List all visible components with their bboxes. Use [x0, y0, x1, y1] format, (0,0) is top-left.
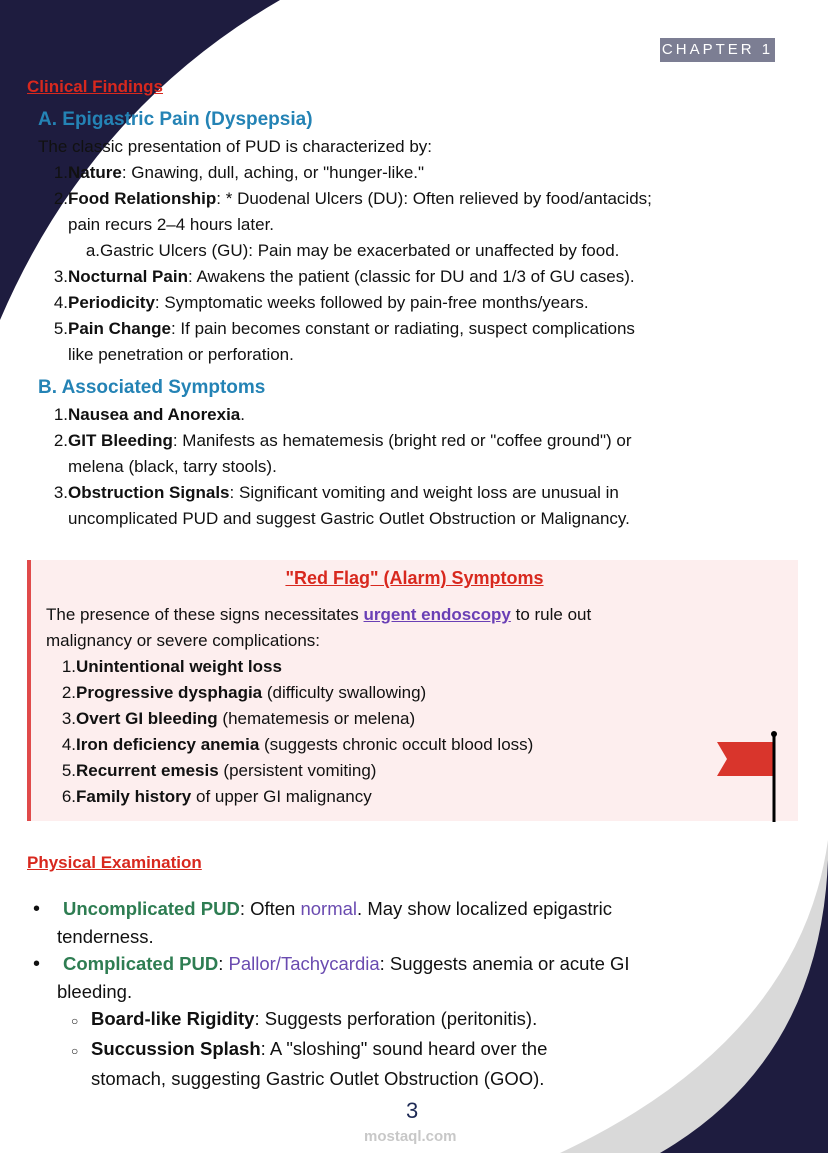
circle-bullet-icon: ○ [71, 1044, 79, 1058]
list-item: 4.Periodicity: Symptomatic weeks followed by pain-free months/years. [53, 293, 589, 312]
list-item: 2.GIT Bleeding: Manifests as hematemesis (bright red or "coffee ground") or [53, 431, 632, 450]
list-item: 3.Nocturnal Pain: Awakens the patient (classic for DU and 1/3 of GU cases). [53, 267, 635, 286]
red-flag-intro: The presence of these signs necessitates urgent endoscopy to rule out [46, 605, 592, 624]
page-number: 3 [406, 1098, 419, 1123]
sub-list-item: a.Gastric Ulcers (GU): Pain may be exacerbated or unaffected by food. [85, 241, 620, 260]
list-item: 6.Family history of upper GI malignancy [61, 787, 372, 806]
bullet-icon: • [33, 898, 41, 920]
list-item-continuation: bleeding. [57, 981, 133, 1002]
bullet-icon: • [33, 953, 41, 975]
list-item: 1.Nature: Gnawing, dull, aching, or "hunger-like." [53, 163, 425, 182]
list-item-continuation: like penetration or perforation. [68, 345, 294, 364]
list-item: 4.Iron deficiency anemia (suggests chronic occult blood loss) [61, 735, 534, 754]
circle-bullet-icon: ○ [71, 1014, 79, 1028]
chapter-badge: CHAPTER 1 [660, 38, 775, 62]
red-flag-icon [713, 730, 783, 822]
section-title-physical-examination: Physical Examination [27, 853, 202, 872]
list-item-continuation: tenderness. [57, 926, 154, 947]
list-item: 1.Nausea and Anorexia. [53, 405, 246, 424]
urgent-endoscopy-link[interactable]: urgent endoscopy [363, 605, 511, 624]
list-item: 5.Pain Change: If pain becomes constant or radiating, suspect complications [53, 319, 635, 338]
list-item: 3.Overt GI bleeding (hematemesis or melena) [61, 709, 416, 728]
sub-list-item: ○ Board-like Rigidity: Suggests perforation (peritonitis). [33, 1005, 630, 1035]
list-item: 5.Recurrent emesis (persistent vomiting) [61, 761, 377, 780]
list-item: 2.Progressive dysphagia (difficulty swallowing) [61, 683, 427, 702]
intro-continuation: malignancy or severe complications: [46, 631, 321, 650]
watermark-logo: mostaql.com [364, 1128, 457, 1145]
list-item: • Complicated PUD: Pallor/Tachycardia: Suggests anemia or acute GI [33, 950, 630, 978]
subheading-associated-symptoms: B. Associated Symptoms [38, 377, 266, 398]
intro-text: The classic presentation of PUD is characterized by: [38, 137, 433, 156]
list-item-continuation: pain recurs 2–4 hours later. [68, 215, 275, 234]
physical-exam-list [33, 895, 630, 1092]
list-item: 2.Food Relationship: * Duodenal Ulcers (DU): Often relieved by food/antacids; [53, 189, 652, 208]
red-flag-callout [27, 560, 798, 821]
list-item: 1.Unintentional weight loss [61, 657, 282, 676]
list-item-continuation: stomach, suggesting Gastric Outlet Obstruction (GOO). [91, 1068, 545, 1089]
section-title-clinical-findings: Clinical Findings [27, 77, 164, 96]
associated-symptoms-list [38, 402, 632, 532]
red-flag-content [46, 602, 591, 810]
red-flag-title: "Red Flag" (Alarm) Symptoms [285, 568, 544, 588]
sub-list-item: ○ Succussion Splash: A "sloshing" sound heard over the [33, 1035, 630, 1065]
list-item-continuation: melena (black, tarry stools). [68, 457, 277, 476]
list-item: • Uncomplicated PUD: Often normal. May show localized epigastric [33, 895, 630, 923]
subheading-epigastric-pain: A. Epigastric Pain (Dyspepsia) [38, 109, 313, 130]
epigastric-pain-list [38, 134, 652, 368]
list-item: 3.Obstruction Signals: Significant vomiting and weight loss are unusual in [53, 483, 619, 502]
list-item-continuation: uncomplicated PUD and suggest Gastric Outlet Obstruction or Malignancy. [68, 509, 630, 528]
